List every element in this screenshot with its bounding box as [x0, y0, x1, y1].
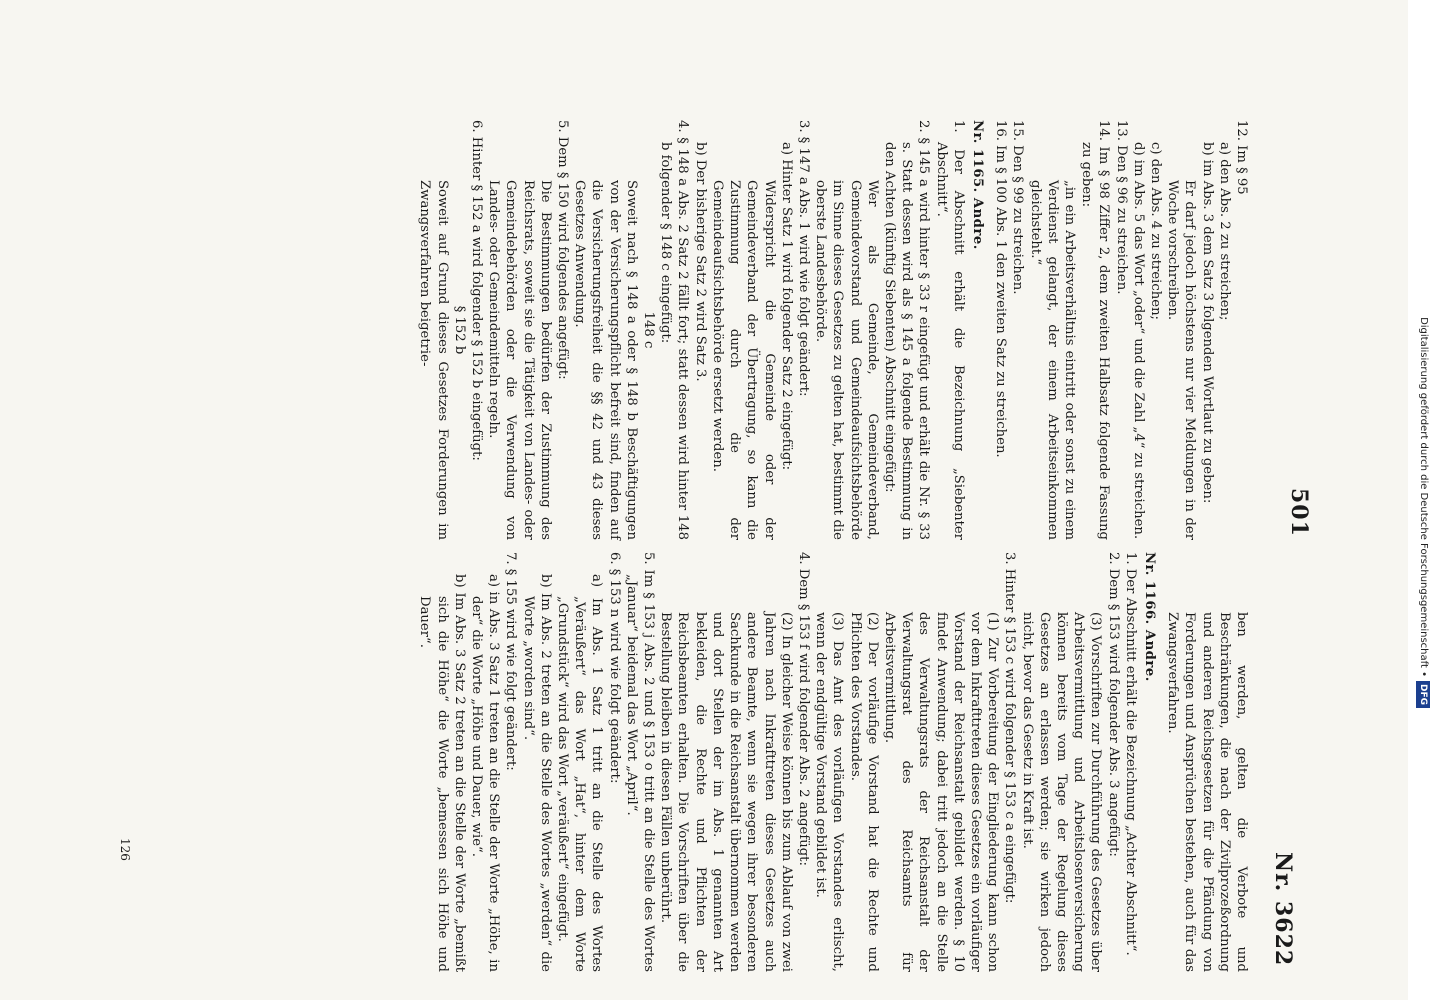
- paragraph: Soweit nach § 148 a oder § 148 b Beschäftigungen von der Versicherungspflicht befreit sind, finden auf die Versicherungsfreiheit die §§ 42 und 43 dieses Gesetzes Anwendung.: [572, 180, 639, 540]
- paragraph: b) Im Abs. 2 treten an die Stelle des Wortes „werden“ die Worte „worden sind“.: [520, 574, 553, 972]
- paragraph: 6. Hinter § 152 a wird folgender § 152 b eingefügt:: [469, 120, 485, 461]
- paragraph: 2. § 145 a wird hinter § 33 r eingefügt und erhält die Nr. § 33 s. Statt dessen wird als § 145 a folgende Bestimmung in den Achten (künftig Siebenten) Abschnitt eingefügt:: [881, 120, 932, 540]
- paragraph: Soweit auf Grund dieses Gesetzes Forderungen im Zwangsverfahren beigetrie-: [417, 180, 450, 540]
- paragraph: a) Hinter Satz 1 wird folgender Satz 2 eingefügt:: [778, 142, 794, 471]
- paragraph: b) Der bisherige Satz 2 wird Satz 3.: [692, 142, 708, 382]
- paragraph: b) Im Abs. 3 Satz 2 treten an die Stelle der Worte „bemißt sich die Höhe“ die Worte „bemessen sich Höhe und Dauer“.: [417, 574, 467, 972]
- paragraph: (1) Zur Vorbereitung der Eingliederung kann schon vor dem Inkrafttreten dieses Gesetzes ein vorläufiger Vorstand der Reichsanstalt gebildet werden. § 10 findet Anwendung; dabei tritt jedoch an die Stelle des Verwaltungsrats der Reichsanstalt der Verwaltungsrat des Reichsamts für Arbeitsvermittlung.: [881, 612, 1001, 972]
- paragraph: 6. § 153 n wird wie folgt geändert:: [606, 552, 622, 784]
- right-text-column: [20, 552, 1250, 972]
- paragraph: d) im Abs. 5 das Wort „oder“ und die Zahl „4“ zu streichen.: [1130, 142, 1146, 540]
- paragraph: Widerspricht die Gemeinde oder der Gemeindeverband der Übertragung, so kann die Zustimmung durch die der Gemeindeaufsichtsbehörde ersetzt werden.: [709, 180, 777, 540]
- paragraph: b) im Abs. 3 dem Satz 3 folgenden Wortlaut zu geben:: [1199, 142, 1215, 504]
- paragraph: 1. Der Abschnitt erhält die Bezeichnung „Siebenter Abschnitt“.: [933, 120, 966, 540]
- paragraph: 3. Hinter § 153 c wird folgender § 153 c a eingefügt:: [1002, 552, 1018, 904]
- paragraph: c) den Abs. 4 zu streichen;: [1147, 142, 1163, 320]
- document-number: Nr. 3622: [1270, 852, 1296, 967]
- paragraph: 4. § 148 a Abs. 2 Satz 2 fällt fort; statt dessen wird hinter 148 b folgender § 148 c eingefügt:: [658, 120, 691, 540]
- paragraph: (3) Das Amt des vorläufigen Vorstandes erlischt, wenn der endgültige Vorstand gebildet ist.: [813, 612, 846, 972]
- paragraph: ben werden, gelten die Verbote und Beschränkungen, die nach der Zivilprozeßordnung und anderen Reichsgesetzen für die Pfändung von Forderungen und Ansprüchen bestehen, auch für das Zwangsverfahren.: [1165, 612, 1249, 972]
- paragraph: 148 c: [641, 311, 657, 349]
- footer-number: 126: [118, 838, 132, 861]
- paragraph: (2) Der vorläufige Vorstand hat die Rechte und Pflichten des Vorstandes.: [847, 612, 880, 972]
- paragraph: 1. Der Abschnitt erhält die Bezeichnung „Achter Abschnitt“.: [1122, 552, 1138, 956]
- paragraph: § 152 b: [451, 305, 467, 355]
- paragraph: 4. Dem § 153 f wird folgender Abs. 2 angefügt:: [795, 552, 811, 866]
- paragraph: 13. Den § 96 zu streichen.: [1113, 120, 1129, 295]
- page-number: 501: [1286, 488, 1312, 537]
- paragraph: 2. Dem § 153 wird folgender Abs. 3 angefügt:: [1105, 552, 1121, 857]
- digitization-credit-bar: [1408, 0, 1434, 1000]
- paragraph: a) in Abs. 3 Satz 1 treten an die Stelle der Worte „Höhe, in der“ die Worte „Höhe und Dauer, wie“.: [469, 574, 502, 972]
- left-text-column: [20, 120, 1250, 540]
- paragraph: 3. § 147 a Abs. 1 wird wie folgt geändert:: [795, 120, 811, 397]
- digitization-credit: [1412, 8, 1434, 708]
- paragraph: Die Bestimmungen bedürfen der Zustimmung des Reichsrats, soweit sie die Tätigkeit von Landes- oder Gemeindebehörden oder die Verwendung von Landes- oder Gemeindemitteln regeln.: [486, 180, 553, 540]
- paragraph: Er darf jedoch höchstens nur vier Meldungen in der Woche vorschreiben.: [1165, 180, 1198, 540]
- paragraph: (3) Vorschriften zur Durchführung des Gesetzes über Arbeitsvermittlung und Arbeitslosenversicherung können bereits vom Tage der Regelung dieses Gesetzes an erlassen werden; sie wirken jedoch nicht, bevor das Gesetz in Kraft ist.: [1019, 612, 1104, 972]
- paragraph: 16. Im § 100 Abs. 1 den zweiten Satz zu streichen.: [993, 120, 1009, 458]
- paragraph: a) Im Abs. 1 Satz 1 tritt an die Stelle des Wortes „Veräußert“ das Wort „Hat“, hinter dem Worte „Grundstück“ wird das Wort „veräußert“ eingefügt.: [555, 574, 605, 972]
- paragraph: 15. Den § 99 zu streichen.: [1010, 120, 1026, 295]
- paragraph: 5. Im § 153 j Abs. 2 und § 153 o tritt an die Stelle des Wortes „Januar“ beidemal das Wort „April“.: [623, 552, 657, 972]
- section-heading: Nr. 1166. Andre.: [1141, 552, 1157, 682]
- paragraph: a) den Abs. 2 zu streichen;: [1216, 142, 1232, 321]
- paragraph: 12. Im § 95: [1234, 120, 1249, 195]
- paragraph: „in ein Arbeitsverhältnis eintritt oder sonst zu einem Verdienst gelangt, der einem Arbeitseinkommen gleichsteht.“: [1027, 180, 1077, 540]
- paragraph: 7. § 155 wird wie folgt geändert:: [503, 552, 519, 771]
- section-heading: Nr. 1165. Andre.: [969, 120, 985, 250]
- paragraph: Wer als Gemeinde, Gemeindeverband, Gemeindevorstand und Gemeindeaufsichtsbehörde im Sinne dieses Gesetzes zu gelten hat, bestimmt die oberste Landesbehörde.: [813, 180, 880, 540]
- paragraph: (2) In gleicher Weise können bis zum Ablauf von zwei Jahren nach Inkrafttreten dieses Gesetzes auch andere Beamte, wenn sie wegen ihrer besonderen Sachkunde in die Reichsanstalt übernommen werden und dort Stellen der im Abs. 1 genannten Art bekleiden, die Rechte und Pflichten der Reichsbeamten erhalten. Die Vorschriften über die Bestellung bleiben in diesen Fällen unberührt.: [658, 612, 794, 972]
- dfg-logo: DFG: [1416, 681, 1430, 708]
- paragraph: 5. Dem § 150 wird folgendes angefügt:: [555, 120, 571, 380]
- paragraph: 14. Im § 98 Ziffer 2, dem zweiten Halbsatz folgende Fassung zu geben:: [1079, 120, 1112, 540]
- credit-text: Digitalisierung gefördert durch die Deutsche Forschungsgemeinschaft •: [1418, 317, 1429, 677]
